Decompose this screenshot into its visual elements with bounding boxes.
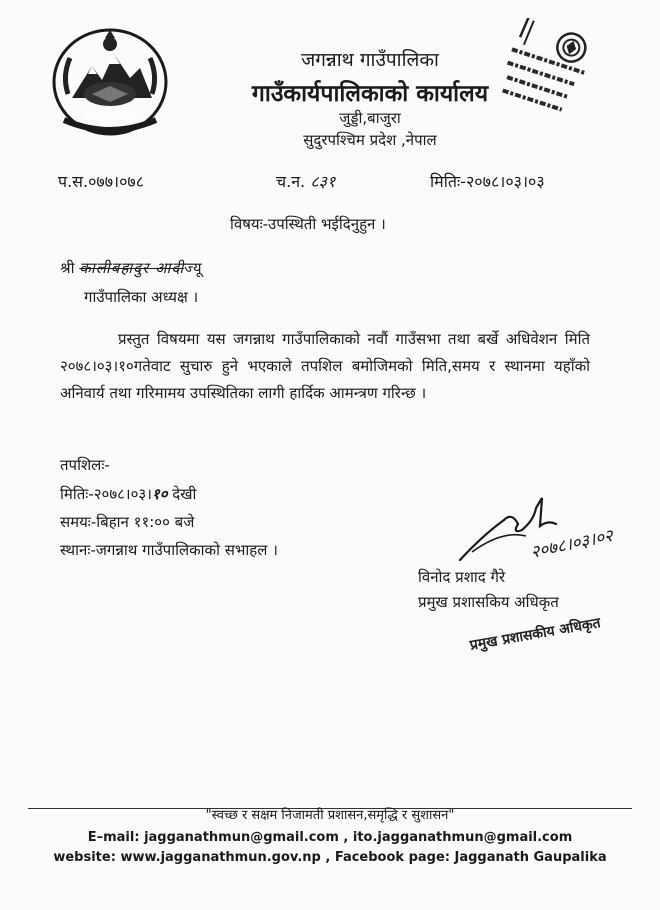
dispatch-number-handwritten: ८३१ bbox=[310, 172, 336, 191]
signatory-name: विनोद प्रशाद गैरे bbox=[418, 568, 506, 586]
details-time: समयः-बिहान ११:०० बजे bbox=[60, 513, 195, 531]
footer-motto: "स्वच्छ र सक्षम निजामती प्रशासन,समृद्धि र सुशासन" bbox=[205, 808, 455, 823]
office-name: गाउँकार्यपालिकाको कार्यालय bbox=[251, 81, 489, 107]
recipient-line bbox=[60, 258, 202, 278]
dispatch-number bbox=[276, 170, 335, 192]
details-date-suffix: देखी bbox=[167, 485, 197, 503]
designation-stamp: प्रमुख प्रशासकीय अधिकृत bbox=[468, 615, 602, 654]
subject-line: विषयः-उपस्थिती भईदिनुहुन । bbox=[230, 215, 386, 233]
details-heading: तपशिलः- bbox=[60, 456, 110, 474]
letter-body: प्रस्तुत विषयमा यस जगन्नाथ गाउँपालिकाको नवौं गाउँसभा तथा बर्खे अधिवेशन मिति २०७८।०३।१०गतेवाट सुचारु हुने भएकाले तपशिल बमोजिमको मिति,समय र स्थानमा यहाँको अनिवार्य तथा गरिमामय उपस्थितिका लागी हार्दिक आमन्त्रण गरिन्छ । bbox=[60, 330, 590, 402]
footer-website: website: www.jagganathmun.gov.np , Facebook page: Jagganath Gaupalika bbox=[53, 850, 607, 865]
recipient-name-handwritten: कालीबहादुर आदी bbox=[79, 259, 185, 277]
details-place: स्थानः-जगन्नाथ गाउँपालिकाको सभाहल । bbox=[60, 541, 278, 559]
details-date-label: मितिः-२०७८।०३। bbox=[60, 485, 152, 503]
recipient-honorific: ज्यू bbox=[184, 259, 202, 277]
municipality-name: जगन्नाथ गाउँपालिका bbox=[301, 49, 439, 71]
signatory-title: प्रमुख प्रशासकिय अधिकृत bbox=[418, 593, 559, 611]
recipient-prefix: श्री bbox=[60, 259, 75, 277]
signature-date: २०७८।०३।०२ bbox=[528, 525, 615, 563]
recipient-title: गाउँपालिका अध्यक्ष । bbox=[84, 288, 199, 306]
dispatch-label: च.न. bbox=[276, 172, 306, 191]
office-location: जुड्डी,बाजुरा bbox=[339, 109, 401, 127]
details-date-day: १० bbox=[151, 485, 168, 503]
details-date bbox=[60, 484, 196, 504]
letter-date: मितिः-२०७८।०३।०३ bbox=[430, 172, 545, 191]
footer-email: E–mail: jagganathmun@gmail.com , ito.jagganathmun@gmail.com bbox=[87, 830, 573, 845]
office-province: सुदुरपश्चिम प्रदेश ,नेपाल bbox=[303, 131, 437, 149]
signature-image bbox=[452, 490, 642, 574]
letter-number: प.स.०७७।०७८ bbox=[58, 172, 145, 191]
